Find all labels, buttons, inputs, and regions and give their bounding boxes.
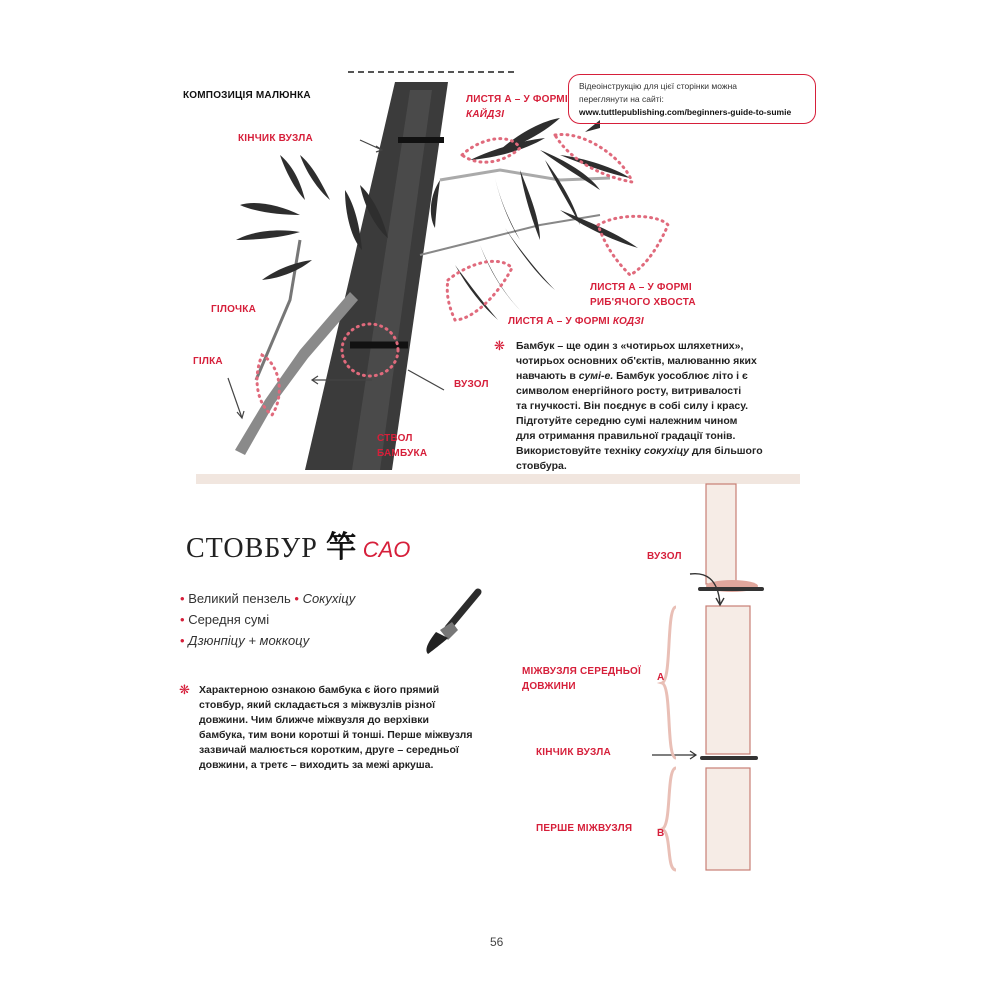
intro-paragraph — [516, 339, 776, 474]
mid-internode-line1: МІЖВУЗЛЯ СЕРЕДНЬОЇ — [522, 666, 641, 677]
stem-line: Характерною ознакою бамбука є його прямий — [199, 684, 440, 696]
label-trunk-line2: БАМБУКА — [377, 448, 428, 459]
intro-line — [516, 369, 776, 384]
materials-row — [180, 588, 355, 609]
stem-kanji: 竿 — [326, 530, 357, 565]
materials-list — [180, 588, 355, 651]
stem-diagram-stroke — [652, 484, 762, 870]
stem-paragraph — [199, 683, 489, 773]
stem-heading — [186, 522, 410, 566]
diagram-label-knot-tip: КІНЧИК ВУЗЛА — [536, 747, 611, 758]
intro-text: Бамбук уособлює літо і є — [616, 370, 748, 382]
label-fishtail-line2: РИБ'ЯЧОГО ХВОСТА — [590, 297, 696, 308]
section-title: КОМПОЗИЦІЯ МАЛЮНКА — [183, 90, 311, 101]
label-knot-tip: КІНЧИК ВУЗЛА — [238, 133, 313, 144]
material-strokes: Дзюнпіцу + моккоцу — [188, 633, 310, 648]
intro-text: для більшого — [691, 445, 763, 457]
intro-line — [516, 444, 776, 459]
stem-line: зазвичай малюється коротким, друге – середньої — [199, 744, 459, 756]
page-number: 56 — [490, 935, 504, 949]
intro-text: Використовуйте техніку — [516, 445, 645, 457]
intro-line: Бамбук – ще один з «чотирьох шляхетних», — [516, 340, 744, 352]
intro-italic-sumie: сумі-е. — [578, 370, 614, 382]
video-note-box — [568, 74, 816, 124]
video-note-line2: переглянути на сайті: — [579, 94, 664, 104]
bullet-icon: • — [294, 591, 299, 606]
brush-illustration — [426, 592, 478, 654]
intro-line: Підготуйте середню сумі належним чином — [516, 415, 738, 427]
bullet-icon: • — [180, 591, 185, 606]
intro-line: та гнучкості. Він поєднує в собі силу і красу. — [516, 400, 749, 412]
materials-row — [180, 630, 355, 651]
stem-line: довжини. Чим ближче міжвузля до верхівки — [199, 714, 429, 726]
intro-italic-sokukhitsu: сокухіцу — [644, 445, 689, 457]
label-leaves-kaidzi — [466, 92, 568, 122]
label-fishtail-line1: ЛИСТЯ А – У ФОРМІ — [590, 282, 692, 293]
material-ink: Середня сумі — [188, 612, 270, 627]
label-leaves-kaidzi-line2: КАЙДЗІ — [466, 109, 505, 120]
diagram-letter-b: B — [657, 828, 665, 839]
intro-line: чотирьох основних об'єктів, малюванню яких — [516, 355, 757, 367]
stem-line: стовбур, який складається з міжвузлів різної — [199, 699, 436, 711]
label-trunk-line1: СТВОЛ — [377, 433, 413, 444]
flower-icon: ❋ — [494, 338, 505, 353]
material-technique: Сокухіцу — [302, 591, 356, 606]
label-trunk — [377, 431, 427, 461]
material-brush: Великий пензель — [188, 591, 291, 606]
diagram-letter-a: A — [657, 672, 665, 683]
stem-line: бамбука, тим вони коротші й тонші. Перше міжвузля — [199, 729, 473, 741]
label-kodzi-prefix: ЛИСТЯ А – У ФОРМІ — [508, 316, 610, 327]
intro-line: для отримання правильної градації тонів. — [516, 430, 736, 442]
stem-line: довжини, а третє – виходить за межі аркуша. — [199, 759, 434, 771]
label-twig: ГІЛОЧКА — [211, 304, 256, 315]
diagram-label-mid-internode — [522, 664, 641, 694]
flower-icon: ❋ — [179, 682, 190, 697]
diagram-label-knot: ВУЗОЛ — [647, 551, 682, 562]
stem-title: СТОВБУР — [186, 533, 318, 564]
video-note-url[interactable]: www.tuttlepublishing.com/beginners-guide-to-sumie — [579, 107, 792, 117]
bullet-icon: • — [180, 612, 185, 627]
stem-romaji: CAO — [362, 537, 411, 562]
label-leaves-kodzi — [508, 314, 644, 329]
materials-row — [180, 609, 355, 630]
diagram-label-first-internode: ПЕРШЕ МІЖВУЗЛЯ — [536, 823, 633, 834]
bullet-icon: • — [180, 633, 185, 648]
label-knot: ВУЗОЛ — [454, 379, 489, 390]
mid-internode-line2: ДОВЖИНИ — [522, 681, 576, 692]
label-kodzi-word: КОДЗІ — [612, 316, 644, 327]
intro-text: навчають в — [516, 370, 579, 382]
intro-line: стовбура. — [516, 460, 567, 472]
label-leaves-kaidzi-line1: ЛИСТЯ А – У ФОРМІ — [466, 94, 568, 105]
video-note-line1: Відеоінструкцію для цієї сторінки можна — [579, 81, 737, 91]
intro-line: символом енергійного росту, витривалості — [516, 385, 742, 397]
label-leaves-fishtail — [590, 280, 696, 310]
label-branch: ГІЛКА — [193, 356, 223, 367]
